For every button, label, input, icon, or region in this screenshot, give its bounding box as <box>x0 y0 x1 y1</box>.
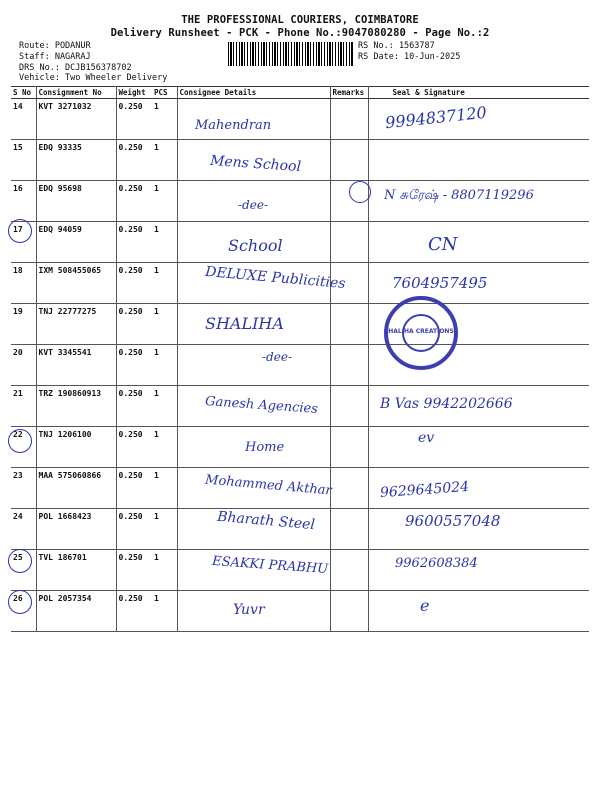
handwritten-name: -dee- <box>262 350 292 364</box>
row-sno: 20 <box>11 345 36 386</box>
handwritten-name: ESAKKI PRABHU <box>211 553 329 578</box>
row-remarks <box>330 509 368 550</box>
row-weight: 0.250 <box>116 263 152 304</box>
row-sno: 17 <box>11 222 36 263</box>
row-signature <box>368 427 589 468</box>
row-weight: 0.250 <box>116 304 152 345</box>
handwritten-name: Mahendran <box>195 118 272 133</box>
handwritten-name: Ganesh Agencies <box>204 394 319 417</box>
row-remarks <box>330 591 368 632</box>
row-signature <box>368 222 589 263</box>
handwritten-name: Home <box>245 440 285 455</box>
handwritten-name: SHALIHA <box>205 314 284 333</box>
row-pcs: 1 <box>152 345 177 386</box>
row-remarks <box>330 99 368 140</box>
row-weight: 0.250 <box>116 550 152 591</box>
row-pcs: 1 <box>152 550 177 591</box>
row-sno: 16 <box>11 181 36 222</box>
row-weight: 0.250 <box>116 222 152 263</box>
row-sno: 24 <box>11 509 36 550</box>
handwritten-signature: e <box>420 596 430 615</box>
row-sno: 22 <box>11 427 36 468</box>
row-pcs: 1 <box>152 99 177 140</box>
handwritten-name: School <box>228 236 283 255</box>
col-sno: S No <box>11 87 36 99</box>
table-row <box>11 345 589 386</box>
row-weight: 0.250 <box>116 427 152 468</box>
handwritten-name: -dee- <box>238 198 268 212</box>
row-sno: 19 <box>11 304 36 345</box>
row-consignment: MAA 575060866 <box>36 468 116 509</box>
handwritten-name: Mohammed Akthar <box>204 472 333 499</box>
row-pcs: 1 <box>152 263 177 304</box>
col-pcs: PCS <box>152 87 177 99</box>
staff-label: Staff: NAGARAJ <box>19 52 91 62</box>
row-remarks <box>330 427 368 468</box>
handwritten-name: Yuvr <box>233 602 265 618</box>
row-remarks <box>330 140 368 181</box>
drs-number: DRS No.: DCJB156378702 <box>19 63 132 73</box>
row-remarks <box>330 222 368 263</box>
handwritten-signature: ev <box>418 430 435 446</box>
table-header-row <box>11 87 589 99</box>
row-sno: 21 <box>11 386 36 427</box>
company-seal <box>384 296 458 370</box>
handwritten-signature: 9994837120 <box>384 102 488 133</box>
circled-row-number <box>8 549 32 573</box>
row-pcs: 1 <box>152 181 177 222</box>
row-remarks <box>330 386 368 427</box>
table-row <box>11 304 589 345</box>
handwritten-signature: 9629645024 <box>379 478 470 502</box>
route-label: Route: PODANUR <box>19 41 91 51</box>
row-weight: 0.250 <box>116 140 152 181</box>
table-row <box>11 591 589 632</box>
handwritten-signature: 7604957495 <box>392 274 488 292</box>
handwritten-signature: CN <box>428 234 458 255</box>
handwritten-signature: N சுரேஷ் - 8807119296 <box>384 188 534 203</box>
circled-row-number <box>8 429 32 453</box>
circled-row-number <box>8 219 32 243</box>
handwritten-signature: 9962608384 <box>395 556 478 571</box>
row-sno: 18 <box>11 263 36 304</box>
handwritten-circle-mark <box>349 181 371 203</box>
row-remarks <box>330 304 368 345</box>
row-pcs: 1 <box>152 427 177 468</box>
row-weight: 0.250 <box>116 99 152 140</box>
col-remarks: Remarks <box>330 87 368 99</box>
handwritten-signature: 9600557048 <box>405 512 501 530</box>
row-sno: 15 <box>11 140 36 181</box>
row-remarks <box>330 550 368 591</box>
row-pcs: 1 <box>152 591 177 632</box>
row-weight: 0.250 <box>116 509 152 550</box>
table-row <box>11 427 589 468</box>
row-consignment: POL 1668423 <box>36 509 116 550</box>
row-sno: 23 <box>11 468 36 509</box>
row-pcs: 1 <box>152 468 177 509</box>
col-consignment: Consignment No <box>36 87 116 99</box>
row-weight: 0.250 <box>116 345 152 386</box>
row-pcs: 1 <box>152 509 177 550</box>
table-row <box>11 222 589 263</box>
handwritten-name: Mens School <box>209 152 302 176</box>
row-sno: 14 <box>11 99 36 140</box>
rs-number: RS No.: 1563787 <box>358 41 435 51</box>
row-signature <box>368 591 589 632</box>
row-consignment: TNJ 22777275 <box>36 304 116 345</box>
row-consignment: KVT 3271032 <box>36 99 116 140</box>
row-signature <box>368 140 589 181</box>
seal-text: HALIHA CREATIONS <box>388 328 454 335</box>
row-consignment: EDQ 94059 <box>36 222 116 263</box>
row-consignment: IXM 508455065 <box>36 263 116 304</box>
row-consignment: TVL 186701 <box>36 550 116 591</box>
vehicle-label: Vehicle: Two Wheeler Delivery <box>19 73 168 83</box>
row-pcs: 1 <box>152 140 177 181</box>
row-sno: 26 <box>11 591 36 632</box>
table-row <box>11 99 589 140</box>
row-weight: 0.250 <box>116 468 152 509</box>
circled-row-number <box>8 590 32 614</box>
row-consignment: TRZ 190860913 <box>36 386 116 427</box>
row-weight: 0.250 <box>116 181 152 222</box>
row-remarks <box>330 468 368 509</box>
col-consignee: Consignee Details <box>177 87 330 99</box>
row-weight: 0.250 <box>116 386 152 427</box>
barcode <box>228 42 353 66</box>
handwritten-name: DELUXE Publicities <box>204 263 347 293</box>
row-consignment: TNJ 1206100 <box>36 427 116 468</box>
col-weight: Weight <box>116 87 152 99</box>
row-pcs: 1 <box>152 386 177 427</box>
row-consignment: EDQ 95698 <box>36 181 116 222</box>
col-signature: Seal & Signature <box>368 87 589 99</box>
row-pcs: 1 <box>152 222 177 263</box>
row-sno: 25 <box>11 550 36 591</box>
handwritten-name: Bharath Steel <box>216 508 316 534</box>
rs-date: RS Date: 10-Jun-2025 <box>358 52 461 62</box>
runsheet-subtitle: Delivery Runsheet - PCK - Phone No.:9047080280 - Page No.:2 <box>110 27 490 39</box>
row-consignment: KVT 3345541 <box>36 345 116 386</box>
row-weight: 0.250 <box>116 591 152 632</box>
company-title: THE PROFESSIONAL COURIERS, COIMBATORE <box>181 14 419 26</box>
row-consignee <box>177 345 330 386</box>
handwritten-signature: B Vas 9942202666 <box>380 396 513 412</box>
row-consignment: POL 2057354 <box>36 591 116 632</box>
row-pcs: 1 <box>152 304 177 345</box>
row-remarks <box>330 345 368 386</box>
row-consignment: EDQ 93335 <box>36 140 116 181</box>
